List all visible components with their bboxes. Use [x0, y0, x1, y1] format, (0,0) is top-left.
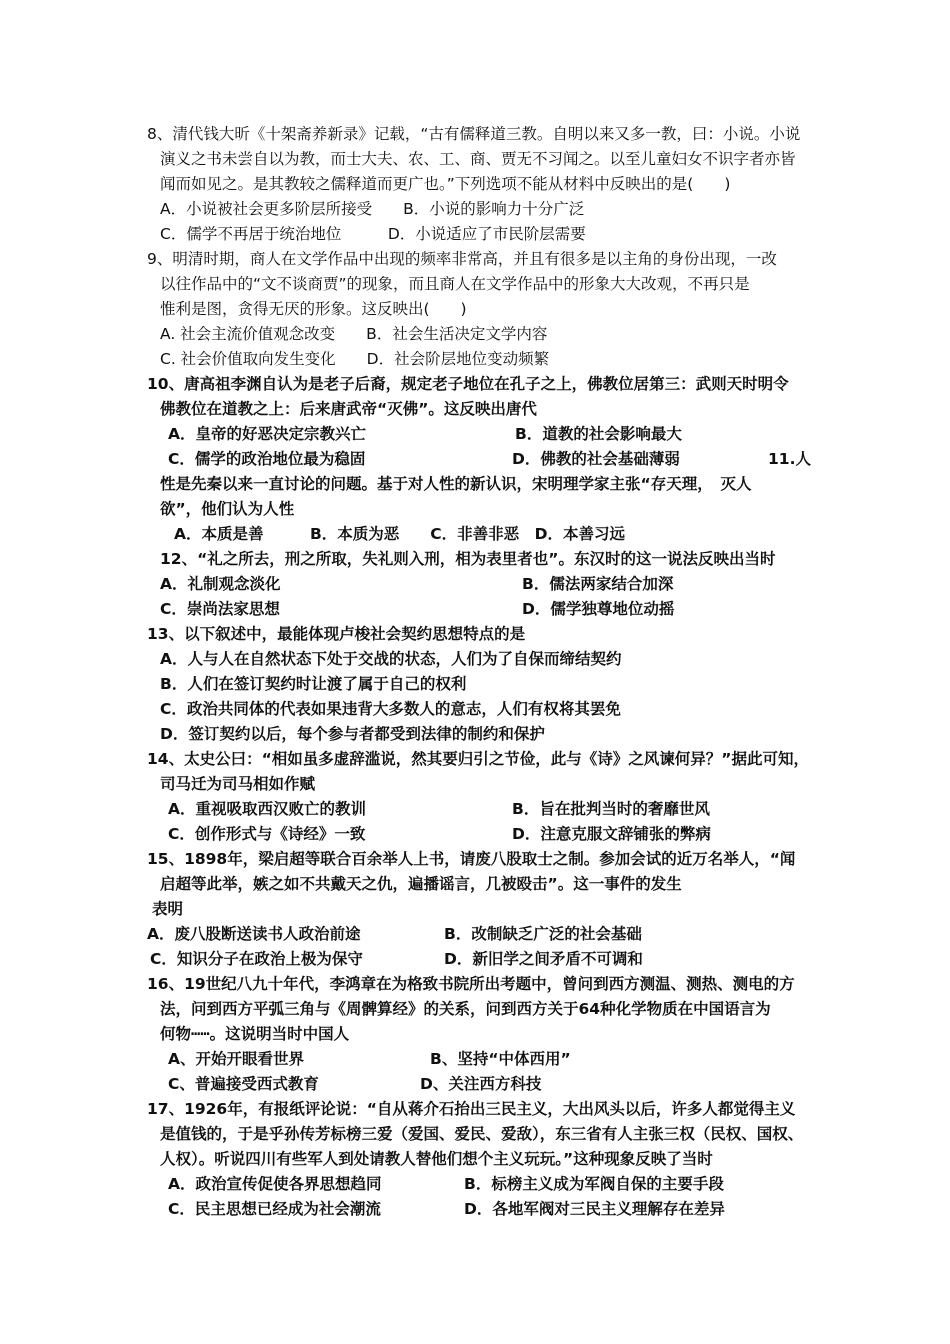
text-line: 9、明清时期，商人在文学作品中出现的频率非常高，并且有很多是以主角的身份出现，一改	[147, 250, 777, 268]
text-line: 11.人	[768, 450, 811, 468]
text-line: D．新旧学之间矛盾不可调和	[444, 950, 643, 968]
text-line: A、开始开眼看世界	[168, 1050, 304, 1068]
text-line: C．民主思想已经成为社会潮流	[168, 1200, 381, 1218]
text-line: 表明	[152, 900, 184, 918]
text-line: 人权）。听说四川有些军人到处请教人替他们想个主义玩玩。”这种现象反映了当时	[160, 1150, 713, 1168]
text-line: B．儒法两家结合加深	[522, 575, 674, 593]
text-line: A．本质是善 B．本质为恶 C．非善非恶 D．本善习远	[174, 525, 626, 543]
text-line: 8、清代钱大昕《十架斋养新录》记载，“古有儒释道三教。自明以来又多一教，曰：小说。小说	[147, 125, 801, 143]
text-line: C．创作形式与《诗经》一致	[168, 825, 366, 843]
text-line: 何物┅┅。这说明当时中国人	[160, 1025, 350, 1043]
text-line: 13、以下叙述中，最能体现卢梭社会契约思想特点的是	[147, 625, 526, 643]
text-line: D．各地军阀对三民主义理解存在差异	[464, 1200, 725, 1218]
text-line: A. 社会主流价值观念改变 B．社会生活决定文学内容	[160, 325, 548, 343]
text-line: 16、19世纪八九十年代，李鸿章在为格致书院所出考题中，曾问到西方测温、测热、测电的方	[147, 975, 795, 993]
text-line: A．皇帝的好恶决定宗教兴亡	[168, 425, 366, 443]
text-line: 演义之书未尝自以为教，而士大夫、农、工、商、贾无不习闻之。以至儿童妇女不识字者亦皆	[160, 150, 796, 168]
text-line: A．废八股断送读书人政治前途	[147, 925, 361, 943]
text-line: B．道教的社会影响最大	[515, 425, 682, 443]
text-line: C．政治共同体的代表如果违背大多数人的意志，人们有权将其罢免	[160, 700, 621, 718]
text-line: A．重视吸取西汉败亡的教训	[168, 800, 366, 818]
text-line: 司马迁为司马相如作赋	[160, 775, 316, 793]
text-line: 闻而如见之。是其教较之儒释道而更广也。”下列选项不能从材料中反映出的是( )	[160, 175, 731, 193]
text-line: 是值钱的，于是乎孙传芳标榜三爱（爱国、爱民、爱敌），东三省有人主张三权（民权、国权、	[160, 1125, 804, 1143]
text-line: D．注意克服文辞铺张的弊病	[512, 825, 711, 843]
text-line: C．崇尚法家思想	[160, 600, 280, 618]
text-line: D．签订契约以后，每个参与者都受到法律的制约和保护	[160, 725, 545, 743]
text-line: C．儒学不再居于统治地位 D．小说适应了市民阶层需要	[160, 225, 586, 243]
text-line: A．人与人在自然状态下处于交战的状态，人们为了自保而缔结契约	[160, 650, 622, 668]
text-line: 15、1898年，梁启超等联合百余举人上书，请废八股取士之制。参加会试的近万名举人，“闻	[147, 850, 796, 868]
text-line: 10、唐高祖李渊自认为是老子后裔，规定老子地位在孔子之上，佛教位居第三：武则天时明令	[147, 375, 789, 393]
text-line: B、坚持“中体西用”	[430, 1050, 571, 1068]
text-line: 以往作品中的“文不谈商贾”的现象，而且商人在文学作品中的形象大大改观，不再只是	[160, 275, 750, 293]
text-line: D．儒学独尊地位动摇	[522, 600, 675, 618]
text-line: 17、1926年，有报纸评论说：“自从蒋介石抬出三民主义，大出风头以后，许多人都觉得主义	[147, 1100, 796, 1118]
text-line: A．政治宣传促使各界思想趋同	[168, 1175, 382, 1193]
text-line: C．知识分子在政治上极为保守	[150, 950, 363, 968]
text-line: 性是先秦以来一直讨论的问题。基于对人性的新认识，宋明理学家主张“存天理， 灭人	[160, 475, 752, 493]
text-line: 法，问到西方平弧三角与《周髀算经》的关系，问到西方关于64种化学物质在中国语言为	[160, 1000, 771, 1018]
text-line: 欲”，他们认为人性	[160, 500, 295, 518]
text-line: 佛教位在道教之上：后来唐武帝“灭佛”。这反映出唐代	[160, 400, 537, 418]
text-line: C. 社会价值取向发生变化 D．社会阶层地位变动频繁	[160, 350, 550, 368]
text-line: C、普遍接受西式教育	[168, 1075, 319, 1093]
text-line: C．儒学的政治地位最为稳固	[168, 450, 366, 468]
text-line: 14、太史公曰：“相如虽多虚辞滥说，然其要归引之节俭，此与《诗》之风谏何异？”据此可知，	[147, 750, 809, 768]
text-line: 惟利是图，贪得无厌的形象。这反映出( )	[160, 300, 467, 318]
text-line: D、关注西方科技	[420, 1075, 542, 1093]
text-line: A．小说被社会更多阶层所接受 B．小说的影响力十分广泛	[160, 200, 585, 218]
text-line: B．改制缺乏广泛的社会基础	[444, 925, 642, 943]
text-line: 12、“礼之所去，刑之所取，失礼则入刑，相为表里者也”。东汉时的这一说法反映出当时	[160, 550, 776, 568]
text-line: A．礼制观念淡化	[160, 575, 281, 593]
text-line: 启超等此举，嫉之如不共戴天之仇，遍播谣言，几被殴击”。这一事件的发生	[160, 875, 682, 893]
text-line: B．人们在签订契约时让渡了属于自己的权利	[160, 675, 467, 693]
text-line: D．佛教的社会基础薄弱	[512, 450, 680, 468]
text-line: B．标榜主义成为军阀自保的主要手段	[464, 1175, 724, 1193]
text-line: B．旨在批判当时的奢靡世风	[512, 800, 710, 818]
